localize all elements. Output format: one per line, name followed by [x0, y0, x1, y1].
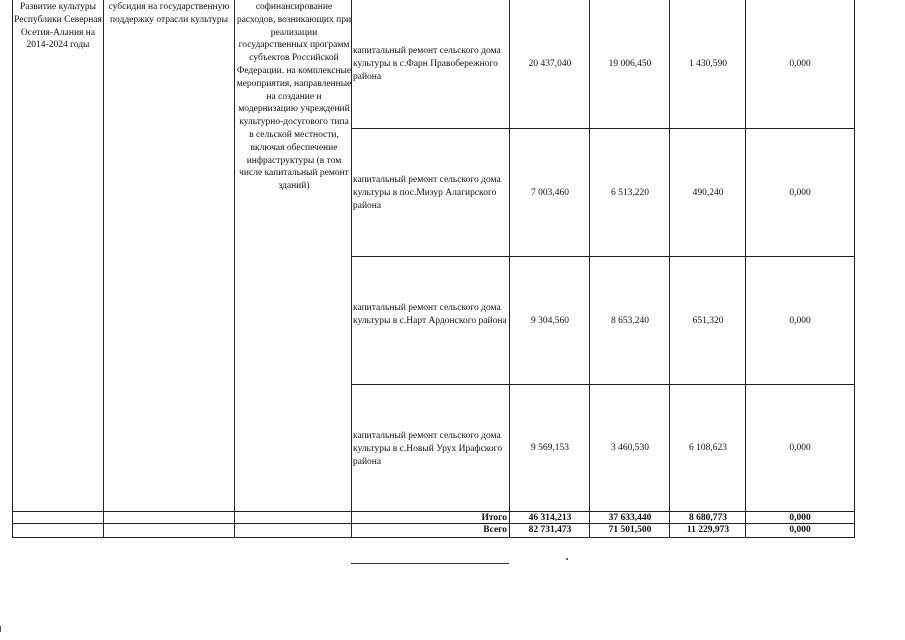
row-4-total: 9 569,153 [531, 443, 569, 453]
row-2-total: 7 003,460 [531, 188, 569, 198]
row-2-v3: 0,000 [789, 188, 811, 198]
row-4-v2: 6 108,623 [689, 443, 727, 453]
grid-line [12, 511, 855, 512]
vsego-v3: 0,000 [789, 525, 811, 535]
row-1-total: 20 437,040 [528, 59, 572, 69]
row-4-v3: 0,000 [789, 443, 811, 453]
grid-line [351, 0, 352, 538]
row-3-total: 9 304,560 [531, 316, 569, 326]
itogo-v2: 8 680,773 [689, 513, 727, 523]
signature-line [351, 563, 509, 564]
grid-line [12, 523, 855, 524]
grid-line [745, 0, 746, 538]
grid-line [103, 0, 104, 538]
itogo-v1: 37 633,440 [608, 513, 652, 523]
row-3-v2: 651,320 [692, 316, 724, 326]
object-2: капитальный ремонт сельского дома культуры в пос.Мизур Алагирского района [353, 175, 501, 211]
object-4: капитальный ремонт сельского дома культуры в с.Новый Урух Ирафского района [353, 431, 503, 467]
grid-line [854, 0, 855, 538]
row-1-v2: 1 430,590 [689, 59, 727, 69]
object-3: капитальный ремонт сельского дома культуры в с.Нарт Ардонского района [353, 303, 507, 326]
grid-line [351, 384, 855, 385]
row-3-v1: 8 653,240 [611, 316, 649, 326]
scan-edge-mark [0, 626, 1, 632]
vsego-label: Всего [483, 525, 507, 535]
grid-line [669, 0, 670, 538]
grid-line [351, 256, 855, 257]
grid-line [12, 537, 855, 538]
row-1-v1: 19 006,450 [608, 59, 652, 69]
subsidy-purpose: софинансирование расходов, возникающих при реализации государственных программ субъектов Российской Федерации. на комплексные мероприятия, направленные на создание и модернизацию учреждений культурно-досугового типа в сельской местности, включая обеспечение инфраструктуры (в том числе капитальный ремонт зданий) [236, 2, 352, 192]
grid-line [509, 0, 510, 538]
itogo-v3: 0,000 [789, 513, 811, 523]
object-1: капитальный ремонт сельского дома культуры в с.Фарн Правобережного района [353, 46, 501, 82]
grid-line [234, 0, 235, 538]
row-2-v2: 490,240 [692, 188, 724, 198]
grid-line [351, 128, 855, 129]
program-name: Развитие культуры Республики Северная Осетия-Алания на 2014-2024 годы [14, 2, 102, 51]
vsego-v1: 71 501,500 [608, 525, 652, 535]
row-2-v1: 6 513,220 [611, 188, 649, 198]
subsidy-type: субсидия на государственную поддержку отрасли культуры [108, 2, 230, 25]
itogo-label: Итого [481, 513, 507, 523]
grid-line [12, 0, 13, 538]
grid-line [589, 0, 590, 538]
row-3-v3: 0,000 [789, 316, 811, 326]
row-1-v3: 0,000 [789, 59, 811, 69]
itogo-total: 46 314,213 [528, 513, 572, 523]
scan-speck [566, 558, 568, 560]
vsego-total: 82 731,473 [528, 525, 572, 535]
row-4-v1: 3 460,530 [611, 443, 649, 453]
vsego-v2: 11 229,973 [686, 525, 730, 535]
